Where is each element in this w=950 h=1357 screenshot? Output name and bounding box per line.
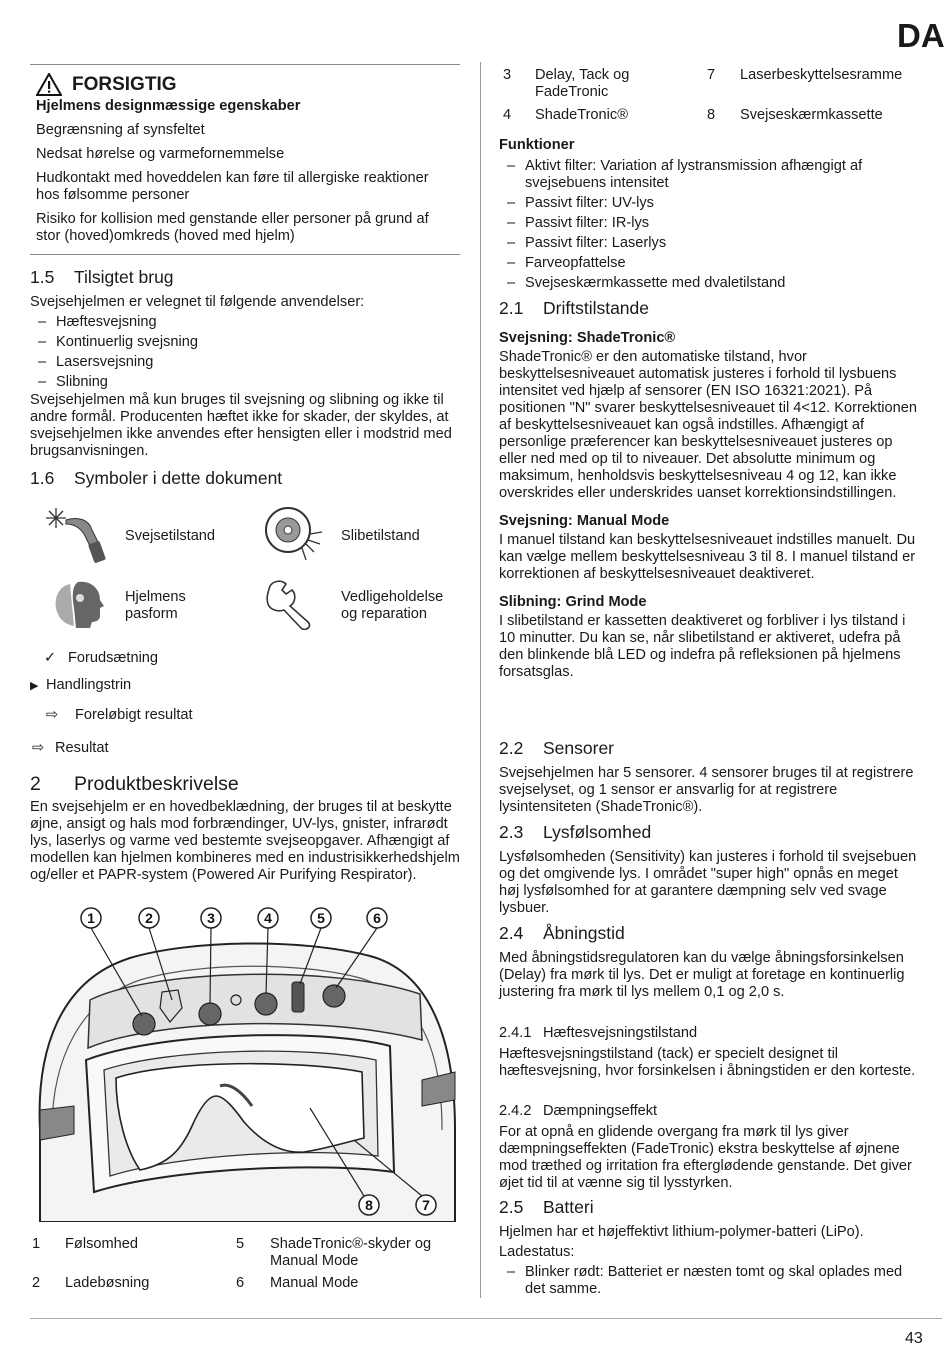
warning-box <box>36 70 456 245</box>
knob-manual <box>323 985 345 1007</box>
section-text: Med åbningstidsregulatoren kan du vælge åbningsforsinkelsen (Delay) fra mørk til lys. Det er muligt at foretage en kontinuerlig justering fra mørk til lys mellem 0,1 og 2,0 s. <box>499 950 905 1000</box>
section-heading: 2 Produktbeskrivelse <box>30 773 239 795</box>
knob-delay <box>199 1003 221 1025</box>
section-text: Hæftesvejsningstilstand (tack) er specielt designet til hæftesvejsning, hvor forsinkelsen i åbningstiden er den korteste. <box>499 1046 916 1079</box>
list-item: – Passivt filter: UV-lys <box>499 195 919 215</box>
part-number: 1 <box>32 1236 41 1252</box>
section-2-4-2 <box>499 1103 919 1192</box>
page-number: 43 <box>905 1330 923 1347</box>
callout-number: 3 <box>207 910 215 926</box>
grinding-disc-icon <box>262 504 326 564</box>
section-1-5 <box>30 267 462 460</box>
section-heading: 2.3 Lysfølsomhed <box>499 822 652 842</box>
warning-top-rule <box>30 64 460 65</box>
symbol-label: Hjelmens pasform <box>125 589 186 622</box>
symbol-label: Slibetilstand <box>341 528 420 544</box>
callout-number: 6 <box>373 910 381 926</box>
part-label: Laserbeskyttelsesramme <box>740 67 903 83</box>
list-item: – Svejseskærmkassette med dvaletilstand <box>499 275 919 292</box>
language-tag: DA <box>897 17 945 54</box>
part-number: 3 <box>503 67 512 83</box>
mode-title: Svejsning: Manual Mode <box>499 513 670 529</box>
list-item: – Blinker rødt: Batteriet er næsten tomt og skal oplades med det samme. <box>499 1264 915 1298</box>
list-item: – Aktivt filter: Variation af lystransmission afhængigt af svejsebuens intensitet <box>499 158 905 195</box>
symbol-label: Vedligeholdelse og reparation <box>341 589 444 622</box>
section-heading: 2.5 Batteri <box>499 1197 594 1217</box>
part-number: 5 <box>236 1236 245 1252</box>
helmet-illustration <box>30 900 460 1222</box>
part-label: Svejseskærmkassette <box>740 107 883 123</box>
part-number: 2 <box>32 1275 41 1291</box>
callout-number: 8 <box>365 1197 373 1213</box>
section-text: En svejsehjelm er en hovedbeklædning, der bruges til at beskytte øjne, ansigt og hals mod forbrændinger, UV-lys, gnister, infrarødt lys, laserlys og varme ved bestemte svejseopgaver. Afhængigt af modellen kan hjelmen kombineres med en industrisikkerhedshjelm og/eller et PAPR-system (Powered Air Purifying Respirator). <box>30 799 460 883</box>
section-2-5 <box>499 1197 919 1298</box>
triangle-right-icon: ▶ <box>30 680 39 692</box>
outline-arrow-icon: ⇨ <box>46 707 59 723</box>
mode-text: I manuel tilstand kan beskyttelsesniveauet indstilles manuelt. Du kan vælge mellem beskyttelsesniveau 3 til 8. I manuel tilstand er korrektionen af beskyttelsesniveauet deaktiveret. <box>499 532 916 582</box>
head-helmet-icon <box>44 578 110 628</box>
section-1-6 <box>30 468 462 489</box>
outline-arrow-icon: ⇨ <box>32 740 45 756</box>
list-item: – Passivt filter: Laserlys <box>499 235 919 255</box>
column-divider <box>480 62 481 1298</box>
part-number: 8 <box>707 107 716 123</box>
callout-number: 7 <box>422 1197 430 1213</box>
part-label: Følsomhed <box>65 1236 138 1252</box>
funktioner <box>499 137 919 292</box>
welding-torch-icon <box>44 506 114 564</box>
part-label: Manual Mode <box>270 1275 359 1291</box>
list-item: – Kontinuerlig svejsning <box>30 334 462 354</box>
section-heading: 1.5 Tilsigtet brug <box>30 267 174 287</box>
symbol-label: Svejsetilstand <box>125 528 216 544</box>
section-intro: Svejsehjelmen er velegnet til følgende anvendelser: <box>30 294 365 310</box>
section-2-4 <box>499 923 921 1001</box>
section-2 <box>30 773 462 884</box>
section-text: For at opnå en glidende overgang fra mørk til lys giver dæmpningseffekten (FadeTronic) ekstra beskyttelse af øjnene mod træthed og irritation fra efterglødende genstande. Det giver øjet tid til at vænne sig til lysstyrken. <box>499 1124 912 1191</box>
mode-title: Slibning: Grind Mode <box>499 594 647 610</box>
part-number: 6 <box>236 1275 245 1291</box>
list-item: – Passivt filter: IR-lys <box>499 215 919 235</box>
callout-number: 1 <box>87 910 95 926</box>
wrench-icon <box>264 578 324 630</box>
section-text: Hjelmen har et højeffektivt lithium-polymer-batteri (LiPo). <box>499 1224 864 1240</box>
section-2-2 <box>499 738 919 816</box>
section-text: Lysfølsomheden (Sensitivity) kan justeres i forhold til svejsebuen og det omgivende lys. I området "super high" opnås en meget høj lysfølsomhed for at garantere dæmpning selv ved svage lysbuer. <box>499 849 917 916</box>
part-label: ShadeTronic® <box>535 107 628 123</box>
list-item: – Slibning <box>30 374 462 392</box>
warning-item: Begrænsning af synsfeltet <box>36 122 205 138</box>
callout-number: 4 <box>264 910 272 926</box>
list-item: – Lasersvejsning <box>30 354 462 374</box>
section-text: Svejsehjelmen må kun bruges til svejsning og slibning og ikke til andre formål. Producenten hæftet ikke for skader, der skyldes, at svejsehjelmen ikke anvendes efter hensigten eller i modstrid med brugsanvisningen. <box>30 392 452 459</box>
part-label: Delay, Tack og FadeTronic <box>535 67 630 100</box>
section-heading: 1.6 Symboler i dette dokument <box>30 468 283 488</box>
mode-title: Svejsning: ShadeTronic® <box>499 330 676 346</box>
warning-item: Hudkontakt med hoveddelen kan føre til allergiske reaktioner hos følsomme personer <box>36 170 429 203</box>
section-text: Svejsehjelmen har 5 sensorer. 4 sensorer bruges til at registrere svejselyset, og 1 sensor er ansvarlig for at registrere lysintensiteten (ShadeTronic®). <box>499 765 914 815</box>
warning-subtitle: Hjelmens designmæssige egenskaber <box>36 98 301 114</box>
section-heading: 2.4.1 Hæftesvejsningstilstand <box>499 1025 698 1041</box>
part-label: ShadeTronic®-skyder og Manual Mode <box>270 1236 432 1269</box>
warning-item: Nedsat hørelse og varmefornemmelse <box>36 146 285 162</box>
funktioner-title: Funktioner <box>499 137 575 153</box>
legend-result: ⇨ Resultat <box>32 740 109 756</box>
section-2-3 <box>499 822 919 917</box>
mode-text: I slibetilstand er kassetten deaktiveret og forbliver i lys tilstand i 10 minutter. Du kan se, når slibetilstand er aktiveret, udefra på den blinkende blå LED og indefra på refleksionen på hjelmens forsatsglas. <box>499 613 906 680</box>
footer-rule <box>30 1318 942 1319</box>
part-number: 7 <box>707 67 716 83</box>
knob-sensitivity <box>133 1013 155 1035</box>
mode-text: ShadeTronic® er den automatiske tilstand, hvor beskyttelsesniveauet automatisk justeres i forhold til lysbuens intensitet ved hjælp af sensorer (EN ISO 16321:2021). På positionen "N" svarer beskyttelsesniveauet til 4<12. Korrektionen af beskyttelsesniveauet kan også indstilles. Afhængigt af personlige præferencer kan beskyttelsesniveauet justeres op eller ned med op til to niveauer. Det absolutte minimum og maksimum, henholdsvis beskyttelsesniveau 4 og 12, kan ikke overskrides eller underskrides uanset korrektionsindstillingen. <box>499 349 917 501</box>
checkmark-icon: ✓ <box>44 650 57 666</box>
section-2-4-1 <box>499 1025 919 1080</box>
section-heading: 2.1 Driftstilstande <box>499 298 650 318</box>
knob-shadetronic <box>255 993 277 1015</box>
warning-title: FORSIGTIG <box>72 73 177 95</box>
callout-number: 5 <box>317 910 325 926</box>
section-2-1 <box>499 298 921 681</box>
section-heading: 2.4.2 Dæmpningseffekt <box>499 1103 658 1119</box>
list-item: – Farveopfattelse <box>499 255 919 275</box>
warning-triangle-icon <box>36 73 62 96</box>
legend-step: ▶ Handlingstrin <box>30 677 132 693</box>
list-item: – Hæftesvejsning <box>30 314 462 334</box>
legend-interim: ⇨ Foreløbigt resultat <box>46 707 193 723</box>
warning-bottom-rule <box>30 254 460 255</box>
legend-prerequisite: ✓ Forudsætning <box>44 650 159 666</box>
status-label: Ladestatus: <box>499 1244 575 1260</box>
section-heading: 2.2 Sensorer <box>499 738 615 758</box>
section-heading: 2.4 Åbningstid <box>499 923 625 943</box>
part-number: 4 <box>503 107 512 123</box>
part-label: Ladebøsning <box>65 1275 150 1291</box>
callout-number: 2 <box>145 910 153 926</box>
warning-item: Risiko for kollision med genstande eller personer på grund af stor (hoved)omkreds (hoved med hjelm) <box>36 211 429 244</box>
